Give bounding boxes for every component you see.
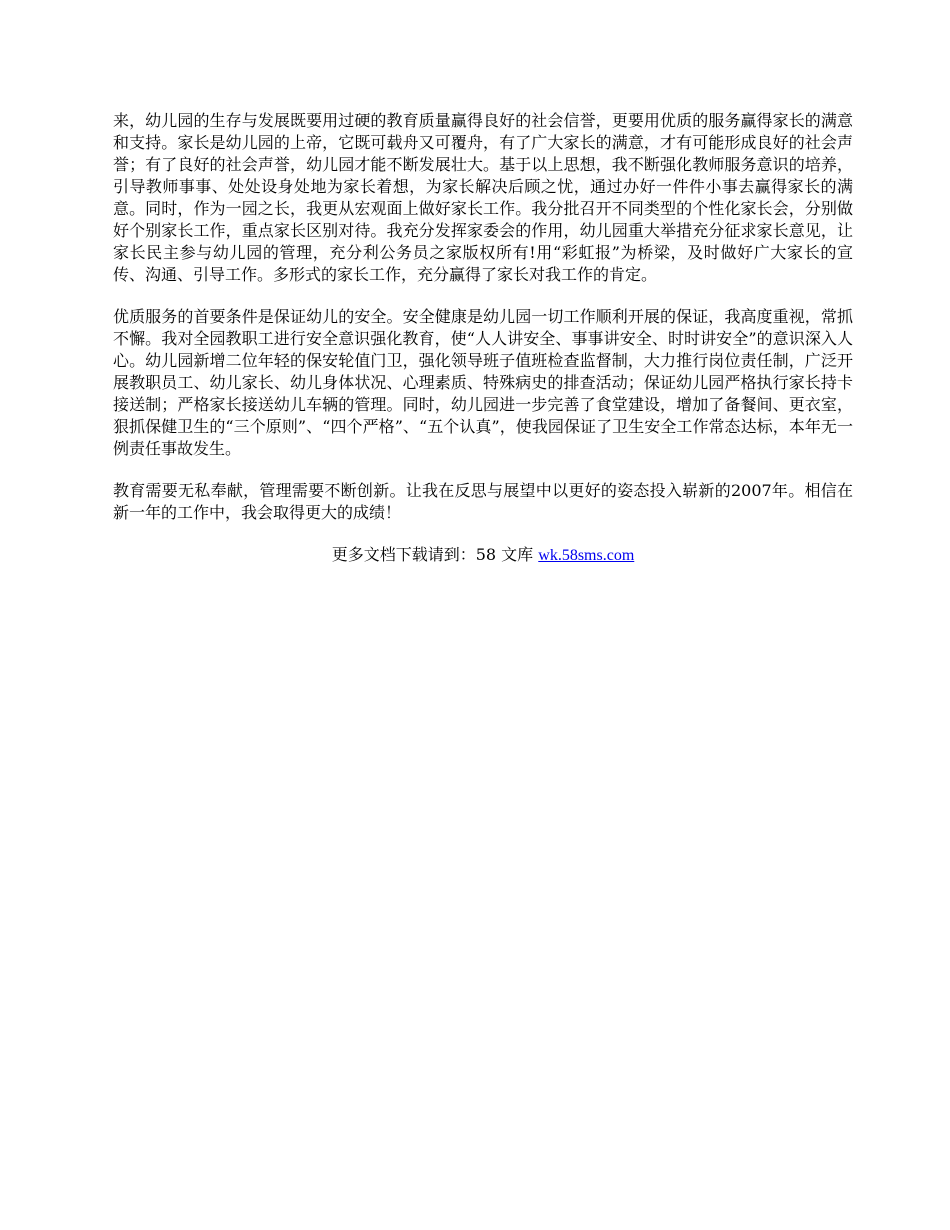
paragraph-conclusion: 教育需要无私奉献，管理需要不断创新。让我在反思与展望中以更好的姿态投入崭新的2007年。相信在新一年的工作中，我会取得更大的成绩！	[113, 481, 853, 522]
paragraph-safety: 优质服务的首要条件是保证幼儿的安全。安全健康是幼儿园一切工作顺利开展的保证，我高度重视，常抓不懈。我对全园教职工进行安全意识强化教育，使“人人讲安全、事事讲安全、时时讲安全”的意识深入人心。幼儿园新增二位年轻的保安轮值门卫，强化领导班子值班检查监督制，大力推行岗位责任制，广泛开展教职员工、幼儿家长、幼儿身体状况、心理素质、特殊病史的排查活动；保证幼儿园严格执行家长持卡接送制；严格家长接送幼儿车辆的管理。同时，幼儿园进一步完善了食堂建设，增加了备餐间、更衣室，狠抓保健卫生的“三个原则”、“四个严格”、“五个认真”，使我园保证了卫生安全工作常态达标，本年无一例责任事故发生。	[113, 307, 853, 458]
footer-prefix: 更多文档下载请到：58 文库	[331, 545, 539, 564]
paragraph-parent-work: 来，幼儿园的生存与发展既要用过硬的教育质量赢得良好的社会信誉，更要用优质的服务赢得家长的满意和支持。家长是幼儿园的上帝，它既可载舟又可覆舟，有了广大家长的满意，才有可能形成良好的社会声誉；有了良好的社会声誉，幼儿园才能不断发展壮大。基于以上思想，我不断强化教师服务意识的培养，引导教师事事、处处设身处地为家长着想，为家长解决后顾之忧，通过办好一件件小事去赢得家长的满意。同时，作为一园之长，我更从宏观面上做好家长工作。我分批召开不同类型的个性化家长会，分别做好个别家长工作，重点家长区别对待。我充分发挥家委会的作用，幼儿园重大举措充分征求家长意见，让家长民主参与幼儿园的管理，充分利公务员之家版权所有!用“彩虹报”为桥梁，及时做好广大家长的宣传、沟通、引导工作。多形式的家长工作，充分赢得了家长对我工作的肯定。	[113, 111, 853, 284]
download-footer	[113, 544, 853, 567]
document-page	[113, 110, 853, 567]
footer-link[interactable]: wk.58sms.com	[538, 547, 635, 564]
